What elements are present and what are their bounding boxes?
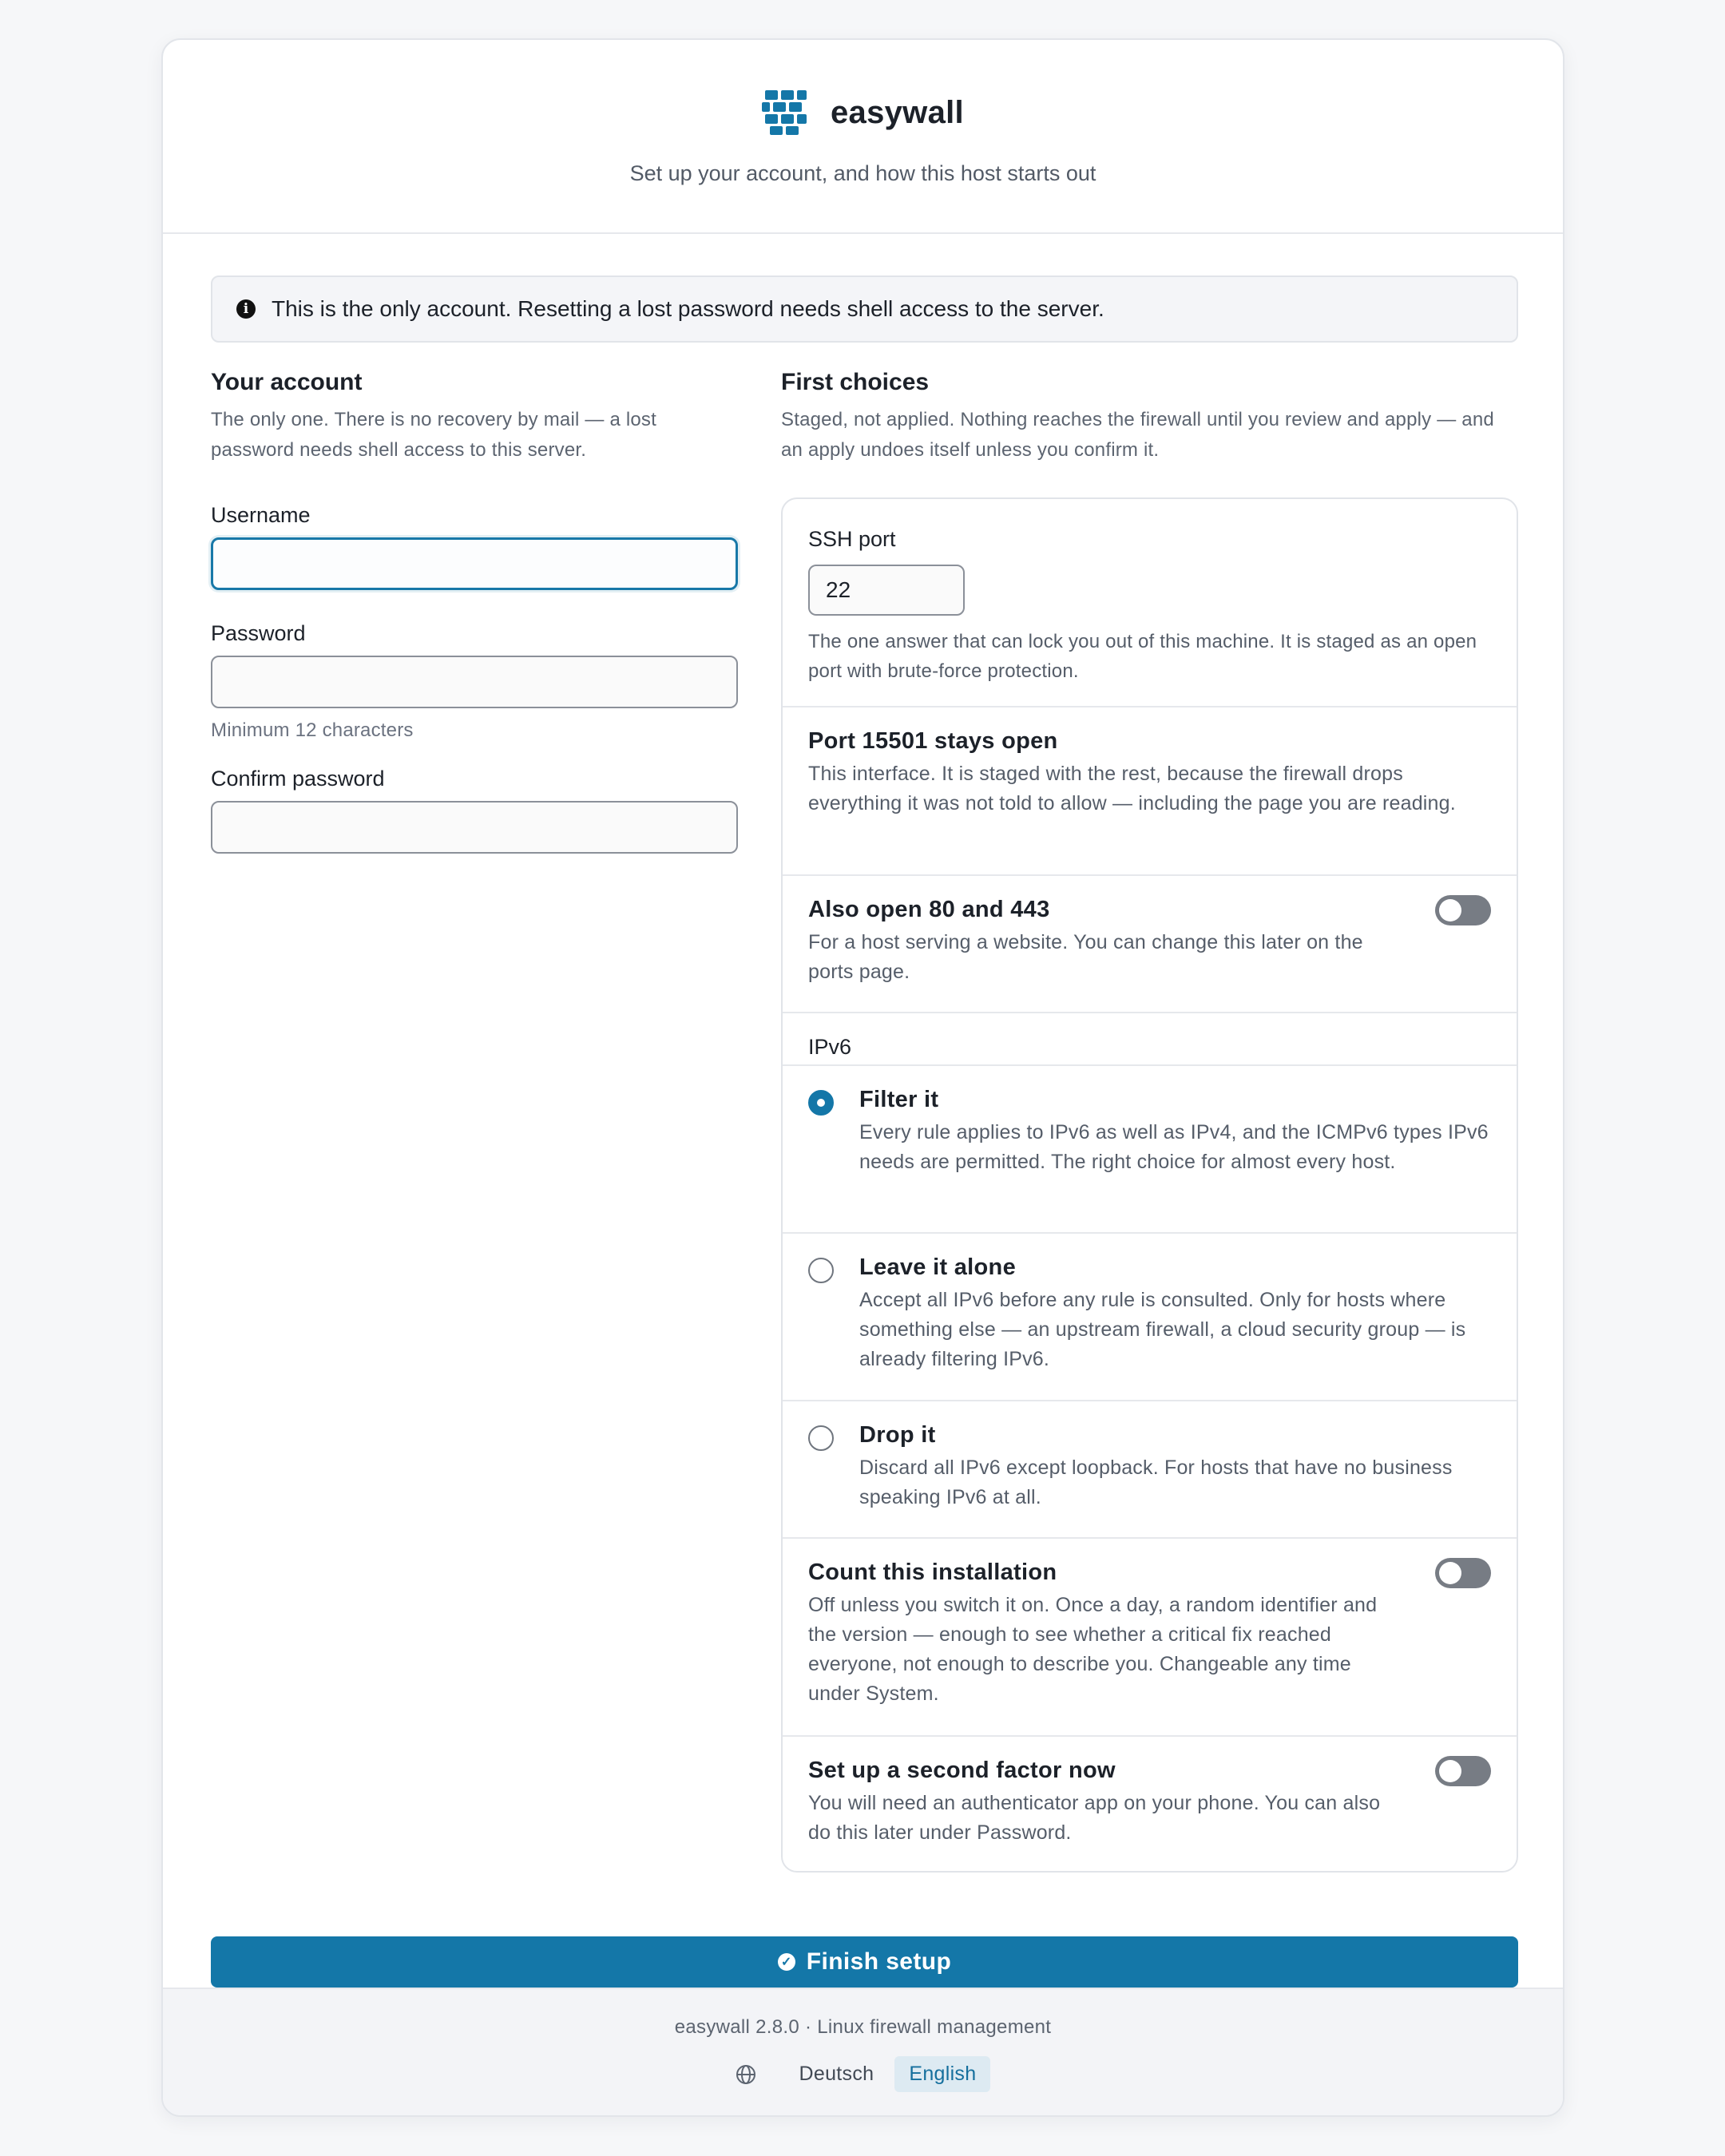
brick-wall-icon — [762, 90, 808, 135]
second-factor-row — [783, 1737, 1517, 1871]
count-installation-toggle[interactable] — [1435, 1558, 1491, 1588]
header — [163, 40, 1563, 234]
check-circle-icon: ✓ — [778, 1953, 795, 1971]
finish-setup-button[interactable] — [211, 1936, 1518, 1988]
ipv6-option-drop[interactable] — [783, 1401, 1517, 1539]
account-title: Your account — [211, 369, 363, 395]
port-open-description: This interface. It is staged with the rest, because the firewall drops everything it was not told to allow — including the page you are reading. — [808, 763, 1456, 814]
password-hint: Minimum 12 characters — [211, 719, 414, 741]
web-ports-title: Also open 80 and 443 — [808, 897, 1050, 922]
choices-description: Staged, not applied. Nothing reaches the firewall until you review and apply — and an apply undoes itself unless you confirm it. — [781, 409, 1494, 461]
account-section — [211, 367, 738, 854]
language-deutsch[interactable]: Deutsch — [799, 2063, 874, 2085]
toggle-knob — [1439, 1760, 1461, 1782]
app-name: easywall — [831, 94, 964, 130]
username-label: Username — [211, 503, 311, 527]
port-open-title: Port 15501 stays open — [808, 728, 1058, 754]
notice-text: This is the only account. Resetting a lost password needs shell access to the server. — [272, 296, 1104, 321]
web-ports-row — [783, 876, 1517, 1013]
ipv6-label: IPv6 — [808, 1035, 852, 1059]
web-ports-description: For a host serving a website. You can change this later on the ports page. — [808, 931, 1363, 983]
ssh-port-row — [783, 499, 1517, 707]
second-factor-title: Set up a second factor now — [808, 1758, 1116, 1783]
footer — [163, 1988, 1563, 2115]
language-switcher — [736, 2056, 991, 2092]
second-factor-description: You will need an authenticator app on your phone. You can also do this later under Password. — [808, 1792, 1381, 1844]
radio-leave[interactable] — [808, 1258, 834, 1283]
password-input[interactable] — [211, 656, 738, 708]
ipv6-option-filter[interactable] — [783, 1066, 1517, 1234]
toggle-knob — [1439, 1562, 1461, 1584]
footer-version: easywall 2.8.0 · Linux firewall management — [674, 2016, 1052, 2038]
ssh-port-label: SSH port — [808, 527, 896, 551]
ssh-port-description: The one answer that can lock you out of this machine. It is staged as an open port with brute-force protection. — [808, 631, 1477, 682]
second-factor-toggle[interactable] — [1435, 1756, 1491, 1786]
info-icon: i — [236, 299, 256, 319]
ipv6-option-title: Filter it — [859, 1087, 939, 1112]
radio-drop[interactable] — [808, 1425, 834, 1451]
confirm-password-label: Confirm password — [211, 767, 385, 791]
choices-panel — [781, 497, 1518, 1873]
brand — [762, 88, 964, 137]
count-installation-title: Count this installation — [808, 1560, 1057, 1585]
ipv6-option-title: Leave it alone — [859, 1254, 1016, 1280]
ipv6-option-leave[interactable] — [783, 1234, 1517, 1401]
confirm-password-input[interactable] — [211, 801, 738, 854]
username-input[interactable] — [211, 537, 738, 590]
setup-card — [161, 38, 1564, 2117]
language-english[interactable]: English — [894, 2056, 990, 2092]
choices-title: First choices — [781, 369, 930, 395]
finish-setup-label: Finish setup — [806, 1948, 952, 1975]
web-ports-toggle[interactable] — [1435, 895, 1491, 925]
count-installation-row — [783, 1539, 1517, 1737]
password-label: Password — [211, 621, 306, 645]
ssh-port-input[interactable] — [808, 565, 965, 616]
ipv6-option-description: Every rule applies to IPv6 as well as IPv4, and the ICMPv6 types IPv6 needs are permitted. The right choice for almost every host. — [859, 1121, 1489, 1173]
count-installation-description: Off unless you switch it on. Once a day, a random identifier and the version — enough to see whether a critical fix reached everyone, not enough to describe you. Changeable any time under System. — [808, 1594, 1378, 1705]
globe-icon — [736, 2064, 756, 2085]
page-subtitle: Set up your account, and how this host starts out — [629, 161, 1096, 185]
ipv6-option-title: Drop it — [859, 1422, 936, 1448]
port-open-row — [783, 707, 1517, 876]
ipv6-option-description: Accept all IPv6 before any rule is consulted. Only for hosts where something else — an upstream firewall, a cloud security group — is already filtering IPv6. — [859, 1289, 1466, 1370]
radio-filter[interactable] — [808, 1090, 834, 1116]
choices-section — [781, 367, 1518, 1873]
account-description: The only one. There is no recovery by mail — a lost password needs shell access to this server. — [211, 409, 657, 461]
ipv6-label-row — [783, 1013, 1517, 1066]
notice-banner — [211, 275, 1518, 343]
main-content — [211, 275, 1518, 1975]
ipv6-option-description: Discard all IPv6 except loopback. For hosts that have no business speaking IPv6 at all. — [859, 1456, 1453, 1508]
toggle-knob — [1439, 899, 1461, 921]
